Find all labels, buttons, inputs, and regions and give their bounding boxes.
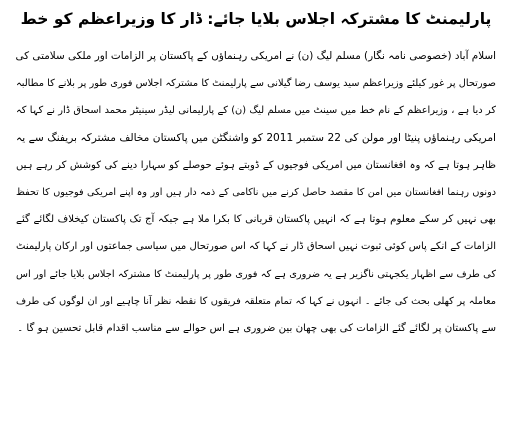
headline: پارلیمنٹ کا مشترکہ اجلاس بلایا جائے: ڈار کا وزیراعظم کو خط (20, 10, 492, 28)
article-body (16, 43, 496, 342)
body-line: الزامات کے انکے پاس کوئی ثبوت نہیں اسحاق ڈار نے کہا کہ اس صورتحال میں سیاسی جماعتوں اور ارکان پارلیمنٹ (16, 241, 496, 253)
body-line: دونوں رہنما افغانستان میں امن کا مقصد حاصل کرنے میں ناکامی کے ذمہ دار ہیں اور وہ اپنے امریکی فوجیوں کا تحفظ (16, 186, 496, 198)
body-line: سے پاکستان پر لگائے گئے الزامات کی بھی چھان بین ضروری ہے اس حوالے سے مناسب اقدام قابل تحسین ہو گا ۔ (17, 322, 496, 334)
body-line: کر دیا ہے ، وزیراعظم کے نام خط میں سینٹ میں مسلم لیگ (ن) کے پارلیمانی لیڈر سینیٹر محمد اسحاق ڈار نے کہا کہ (16, 105, 496, 117)
body-line: معاملہ پر کھلی بحث کی جائے ۔ انہوں نے کہا کہ تمام متعلقہ فریقوں کا نقطہ نظر آنا چاہیے اور ان لوگوں کی طرف (16, 295, 496, 307)
body-line: کی طرف سے اظہار یکجہتی ناگزیر ہے یہ ضروری ہے کہ فوری طور پر پارلیمنٹ کا مشترکہ اجلاس بلایا جائے اور اس (16, 268, 496, 280)
body-line: اسلام آباد (خصوصی نامہ نگار) مسلم لیگ (ن) نے امریکی رہنماؤں کے پاکستان پر الزامات اور ملکی سلامتی کی (16, 50, 496, 62)
body-line: بھی نہیں کر سکے معلوم ہوتا ہے کہ انہیں پاکستان قربانی کا بکرا ملا ہے جبکہ آج تک پاکستان کیخلاف لگائے گئے (16, 214, 496, 226)
body-line: صورتحال پر غور کیلئے وزیراعظم سید یوسف رضا گیلانی سے پارلیمنٹ کا مشترکہ اجلاس فوری طور پر بلانے کا مطالبہ (16, 78, 496, 90)
body-line: ظاہر ہوتا ہے کہ وہ افغانستان میں امریکی فوجیوں کے ڈوبتے ہوئے حوصلے کو سہارا دینے کی کوشش کر رہے ہیں (16, 159, 496, 171)
body-line: امریکی رہنماؤں پنیٹا اور مولن کی 22 ستمبر 2011 کو واشنگٹن میں پاکستان مخالف مشترکہ بریفنگ سے یہ (16, 131, 496, 144)
